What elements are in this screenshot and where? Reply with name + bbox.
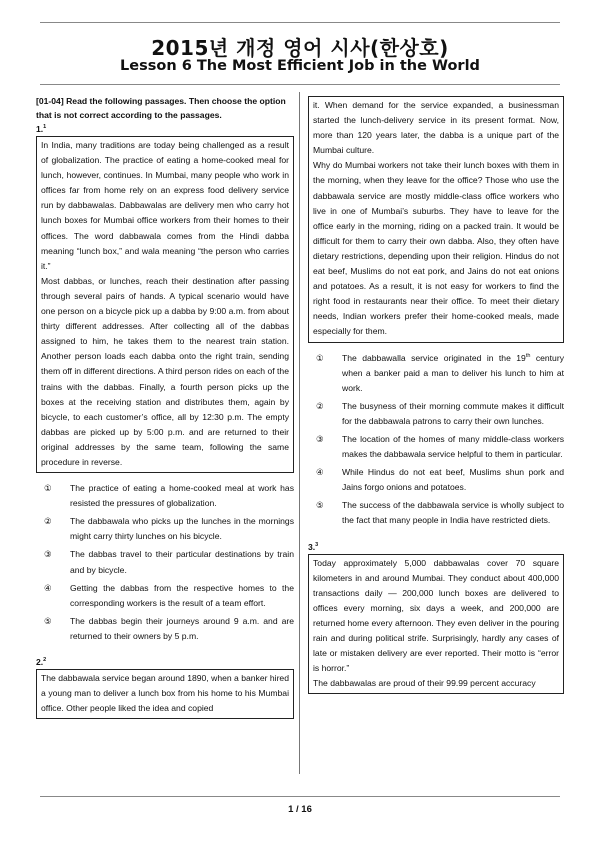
footnote-ref: 2 <box>43 657 47 664</box>
passage-paragraph: it. When demand for the service expanded, a businessman started the lunch-delivery service in its present format. Now, more than 120 years later, the dabba is a unique part of the Mumbai culture. <box>313 100 559 156</box>
choice-item: ① The practice of eating a home-cooked meal at work has resisted the pressures of globalization. <box>44 483 294 509</box>
question-1-passage <box>36 136 294 473</box>
passage-paragraph: The dabbawalas are proud of their 99.99 percent accuracy <box>313 678 536 689</box>
top-rule <box>40 22 560 23</box>
choice-item: ③ The dabbas travel to their particular destinations by train and by bicycle. <box>44 549 294 575</box>
passage-paragraph: Why do Mumbai workers not take their lunch boxes with them in the morning, when they leave for the office? Those who use the dabbawala service are mostly middle-class office workers who live in one of Mumbai’s suburbs. They have to leave for the office early in the morning, riding on a packed train. It would be difficult for them to carry their own dabba. Also, they often have dietary restrictions, depending upon their religion. Hindus do not eat beef, Muslims do not eat pork, and Jains do not eat onions and potatoes. As a result, it is not easy for workers to find the right food in restaurants near their office. To meet their dietary needs, Indian workers prefer their home-cooked meals, made especially for them. <box>313 160 559 337</box>
footnote-ref: 3 <box>315 541 319 548</box>
choice-item: ④ Getting the dabbas from the respective homes to the corresponding workers is the result of a team effort. <box>44 582 294 608</box>
passage-paragraph: Most dabbas, or lunches, reach their destination after passing through several pairs of hands. A typical scenario would have one person on a bicycle pick up a dabba by 9:00 a.m. from about thirty different addresses. After collecting all of the dabbas assigned to him, he takes them to the nearest train station. Another person loads each dabba onto the right train, sending them off in different directions. A third person rides on each of the trains with the dabbas. Finally, a fourth person picks up the boxes at the receiving station and distributes them, again by bicycle, to each customer’s office, all by 12:30 p.m. The empty dabbas are picked up by 5:00 p.m. and are returned to their original addresses by the same team, following the same procedure in reverse. <box>41 275 289 467</box>
question-2-passage-continued <box>308 96 564 343</box>
choice-item: ③ The location of the homes of many middle-class workers makes the dabbawala service helpful to them in particular. <box>316 433 564 460</box>
footnote-ref: 1 <box>43 124 47 131</box>
right-column <box>308 96 564 694</box>
passage-paragraph: The dabbawala service began around 1890, when a banker hired a young man to deliver a lunch box from his home to his Mumbai office. Other people liked the idea and copied <box>41 673 289 714</box>
passage-paragraph: In India, many traditions are today being challenged as a result of globalization. The practice of eating a home-cooked meal for lunch, however, continues. In Mumbai, many people who work in offices far from home rely on an express food delivery service run by dabbawalas. Dabbawalas are delivery men who carry hot lunch boxes for Mumbai office workers from their homes to their offices. The word dabbawala comes from the Hindi dabba meaning “lunch box,” and wala meaning “the person who carries it.” <box>41 140 289 271</box>
choice-item: ④ While Hindus do not eat beef, Muslims shun pork and Jains forgo onions and potatoes. <box>316 467 564 493</box>
header-rule <box>40 84 560 85</box>
column-divider <box>299 92 300 774</box>
page-number: 1 / 16 <box>288 804 312 815</box>
question-1-number: 1.$^1$ <box>36 124 47 134</box>
lesson-subtitle: Lesson 6 The Most Efficient Job in the World <box>120 58 480 74</box>
question-2-choices <box>308 351 564 529</box>
choice-item: ⑤ The dabbas begin their journeys around 9 a.m. and are returned to their owners by 5 p.m. <box>44 615 294 641</box>
choice-item: ② The dabbawala who picks up the lunches in the mornings might carry thirty lunches on his bicycle. <box>44 516 294 542</box>
choice-item: ② The busyness of their morning commute makes it difficult for the dabbawala patrons to carry their own lunches. <box>316 400 564 426</box>
choice-item: ① The dabbawalla service originated in the 19th century when a banker paid a man to deliver his lunch to him at work. <box>316 352 564 393</box>
question-3-passage <box>308 554 564 695</box>
passage-paragraph: Today approximately 5,000 dabbawalas cover 70 square kilometers in and around Mumbai. They conduct about 400,000 transactions daily — 200,000 lunch boxes are delivered to offices every morning, six days a week, and 200,000 are returned home every afternoon. They even deliver in the pouring rain and during political strife. Surprisingly, hardly any cases of late or mistaken delivery are ever reported. Their motto is “error is horror.” <box>313 557 559 674</box>
question-3-number: 3.$^3$ <box>308 541 319 552</box>
page-title: 2015년 개정 영어 시사(한상호) <box>151 36 449 60</box>
choice-item: ⑤ The success of the dabbawala service is wholly subject to the fact that many people in India have restricted diets. <box>316 500 564 526</box>
question-2-passage-start <box>36 669 294 719</box>
left-column <box>36 94 294 719</box>
footer-rule <box>40 796 560 797</box>
question-1-choices <box>36 481 294 644</box>
question-2-number: 2.$^2$ <box>36 657 47 667</box>
instruction-text: [01-04] Read the following passages. Then choose the option that is not correct according to the passages. <box>36 96 286 120</box>
